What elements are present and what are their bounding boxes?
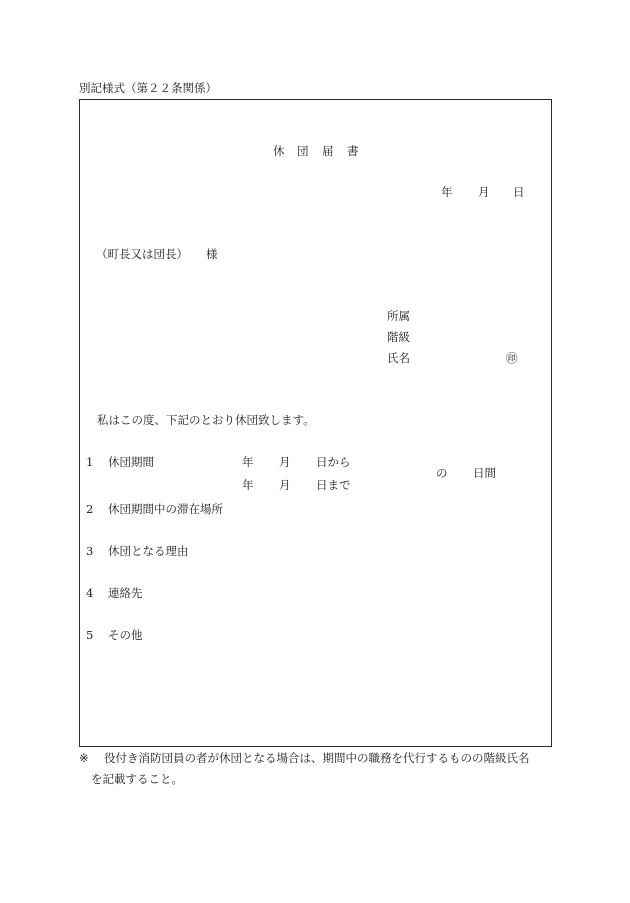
- form-title-4: 書: [347, 144, 359, 158]
- footnote-line-1: 役付き消防団員の者が休団となる場合は、期間中の職務を代行するものの階級氏名: [104, 751, 530, 765]
- seal-mark: ㊞: [506, 351, 518, 365]
- item-2-label: 休団期間中の滞在場所: [108, 502, 223, 516]
- period-days: 日間: [473, 466, 496, 480]
- addressee-honorific: 様: [206, 247, 218, 261]
- period-to-year: 年: [242, 478, 254, 492]
- date-year: 年: [441, 185, 453, 199]
- addressee-name: （町長又は団長）: [96, 247, 188, 261]
- item-1-label: 休団期間: [108, 455, 154, 469]
- applicant-affiliation-label: 所属: [387, 309, 410, 323]
- footnote-line-2: を記載すること。: [91, 772, 183, 786]
- statement-text: 私はこの度、下記のとおり休団致します。: [97, 413, 315, 427]
- item-2-number: 2: [86, 502, 94, 516]
- applicant-name-label: 氏名: [387, 351, 410, 365]
- period-from-month: 月: [279, 455, 291, 469]
- form-label: 別記様式（第２２条関係）: [79, 81, 217, 95]
- item-4-label: 連絡先: [108, 586, 143, 600]
- period-no: の: [436, 466, 448, 480]
- period-from-year: 年: [242, 455, 254, 469]
- item-3-number: 3: [86, 544, 94, 558]
- form-title-1: 休: [273, 144, 285, 158]
- item-5-label: その他: [108, 628, 143, 642]
- form-title-3: 届: [322, 144, 334, 158]
- date-month: 月: [478, 185, 490, 199]
- period-to-month: 月: [279, 478, 291, 492]
- item-1-number: 1: [86, 455, 94, 469]
- period-from-day: 日から: [316, 455, 351, 469]
- applicant-rank-label: 階級: [387, 330, 410, 344]
- period-to-day: 日まで: [316, 478, 351, 492]
- item-5-number: 5: [86, 628, 94, 642]
- footnote-mark: ※: [79, 751, 89, 765]
- form-title-2: 団: [297, 144, 309, 158]
- item-4-number: 4: [86, 586, 94, 600]
- item-3-label: 休団となる理由: [108, 544, 189, 558]
- date-day: 日: [513, 185, 525, 199]
